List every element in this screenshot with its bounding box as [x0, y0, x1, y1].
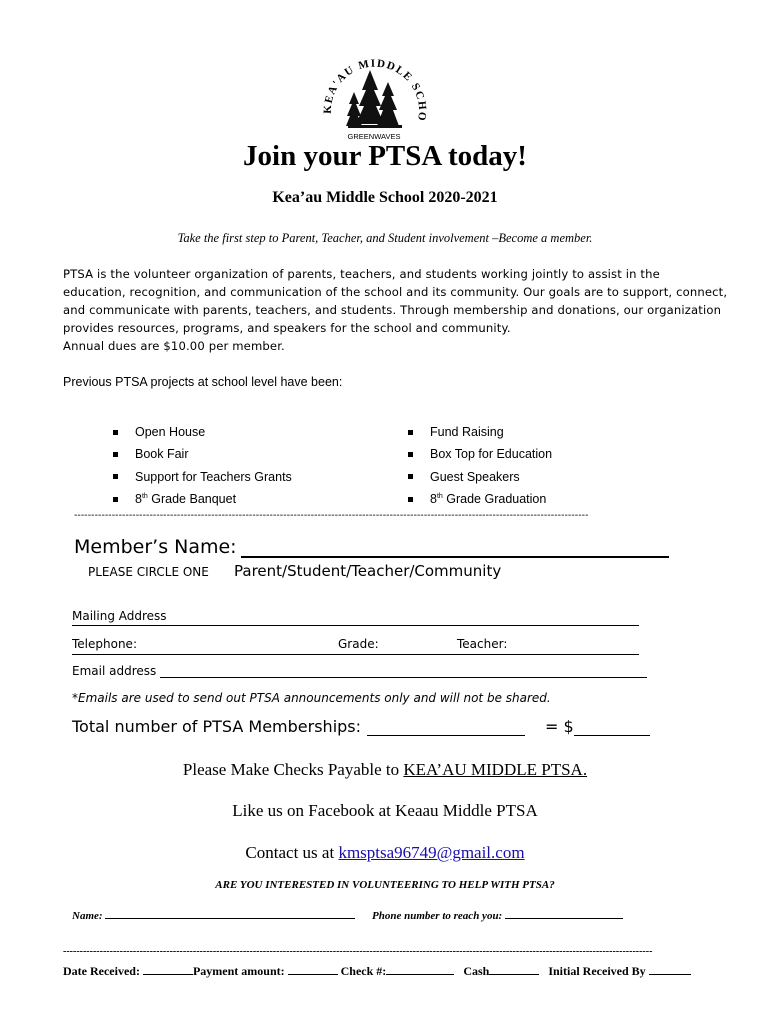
checks-prefix: Please Make Checks Payable to	[182, 760, 404, 779]
list-item-label: 8th Grade Graduation	[430, 492, 547, 507]
list-item	[408, 421, 552, 443]
total-amount-field[interactable]	[574, 719, 650, 736]
list-item-label: Book Fair	[135, 447, 189, 462]
checks-payee: KEA’AU MIDDLE PTSA.	[403, 760, 588, 779]
school-logo	[318, 40, 430, 144]
volunteer-phone-field[interactable]	[505, 907, 623, 919]
volunteer-question: ARE YOU INTERESTED IN VOLUNTEERING TO HELP WITH PTSA?	[215, 879, 555, 891]
payment-amount-field[interactable]	[288, 963, 338, 975]
cash-label: Cash	[463, 964, 490, 978]
list-item-label: Guest Speakers	[430, 469, 520, 484]
email-note: *Emails are used to send out PTSA announcements only and will not be shared.	[72, 691, 551, 705]
volunteer-phone-label: Phone number to reach you:	[372, 910, 503, 922]
cash-field[interactable]	[489, 963, 539, 975]
member-name-field[interactable]	[241, 536, 669, 558]
bullet-icon	[113, 474, 118, 479]
projects-list-left	[113, 421, 292, 510]
intro-line: education, recognition, and communication of the school and its community. Our goals are to support, connect,	[63, 285, 728, 299]
bullet-icon	[408, 497, 413, 502]
bullet-icon	[113, 430, 118, 435]
bullet-icon	[113, 452, 118, 457]
grade-label: Grade:	[338, 637, 379, 651]
list-item	[113, 466, 292, 488]
bullet-icon	[408, 452, 413, 457]
total-memberships-label: Total number of PTSA Memberships:	[72, 717, 362, 736]
list-item-label: Support for Teachers Grants	[135, 469, 292, 484]
mailing-address-field[interactable]	[72, 609, 639, 626]
facebook-line: Like us on Facebook at Keaau Middle PTSA	[232, 801, 538, 820]
logo-arc-text: KEA'AU MIDDLE SCHO	[321, 57, 429, 123]
email-label: Email address	[72, 664, 157, 678]
intro-line: and communicate with parents, teachers, and students. Through membership and donations, our organization	[63, 303, 722, 317]
initial-received-field[interactable]	[649, 963, 691, 975]
office-use-row	[63, 963, 713, 979]
contact-email-link[interactable]: kmsptsa96749@gmail.com	[338, 843, 525, 862]
list-item-label: Box Top for Education	[430, 447, 553, 462]
bullet-icon	[113, 497, 118, 502]
list-item	[408, 488, 552, 510]
list-item	[408, 443, 552, 465]
volunteer-name-field[interactable]	[105, 907, 355, 919]
email-field[interactable]	[160, 664, 647, 678]
payment-amount-label: Payment amount:	[192, 964, 285, 978]
contact-line	[0, 843, 770, 863]
list-item	[113, 443, 292, 465]
check-number-field[interactable]	[386, 963, 454, 975]
bullet-icon	[408, 474, 413, 479]
checks-payable-line	[0, 760, 770, 780]
volunteer-row	[72, 907, 623, 922]
intro-line: PTSA is the volunteer organization of parents, teachers, and students working jointly to assist in the	[63, 267, 660, 281]
intro-paragraph	[63, 265, 728, 355]
list-item-label: Open House	[135, 425, 206, 440]
date-received-label: Date Received:	[63, 964, 140, 978]
circle-one-label: PLEASE CIRCLE ONE	[88, 565, 209, 579]
school-year-subtitle: Kea’au Middle School 2020-2021	[272, 189, 498, 206]
member-name-row	[74, 536, 669, 558]
bullet-icon	[408, 430, 413, 435]
page-title: Join your PTSA today!	[243, 140, 527, 172]
check-number-label: Check #:	[340, 964, 387, 978]
date-received-field[interactable]	[143, 963, 193, 975]
mailing-address-label: Mailing Address	[72, 609, 167, 623]
initial-received-label: Initial Received By	[548, 964, 646, 978]
intro-line: provides resources, programs, and speakers for the school and community.	[63, 321, 511, 335]
cut-line-divider: ------------------------------------------------------------------------------------------------------------------------------------------------------	[74, 510, 589, 521]
member-name-label: Member’s Name:	[74, 536, 237, 558]
list-item	[113, 488, 292, 510]
list-item-label: Fund Raising	[430, 425, 504, 440]
volunteer-name-label: Name:	[72, 910, 103, 922]
member-type-options[interactable]: Parent/Student/Teacher/Community	[234, 562, 502, 580]
tagline: Take the first step to Parent, Teacher, and Student involvement –Become a member.	[177, 231, 593, 245]
office-divider: ---------------------------------------------------------------------------------------------------------------------------------------------------------------------------------	[63, 946, 653, 957]
teacher-label: Teacher:	[457, 637, 508, 651]
annual-dues-line: Annual dues are $10.00 per member.	[63, 339, 285, 353]
projects-lead: Previous PTSA projects at school level have been:	[63, 375, 343, 389]
projects-list-right	[408, 421, 552, 510]
list-item	[408, 466, 552, 488]
list-item	[113, 421, 292, 443]
contact-prefix: Contact us at	[245, 843, 339, 862]
logo-caption: GREENWAVES	[347, 132, 401, 141]
email-row	[72, 664, 647, 678]
total-memberships-row	[72, 717, 650, 736]
equals-dollar-label: = $	[545, 717, 574, 736]
telephone-label: Telephone:	[72, 637, 137, 651]
list-item-label: 8th Grade Banquet	[135, 492, 237, 507]
phone-grade-teacher-row[interactable]	[72, 637, 639, 655]
total-memberships-field[interactable]	[367, 719, 525, 736]
